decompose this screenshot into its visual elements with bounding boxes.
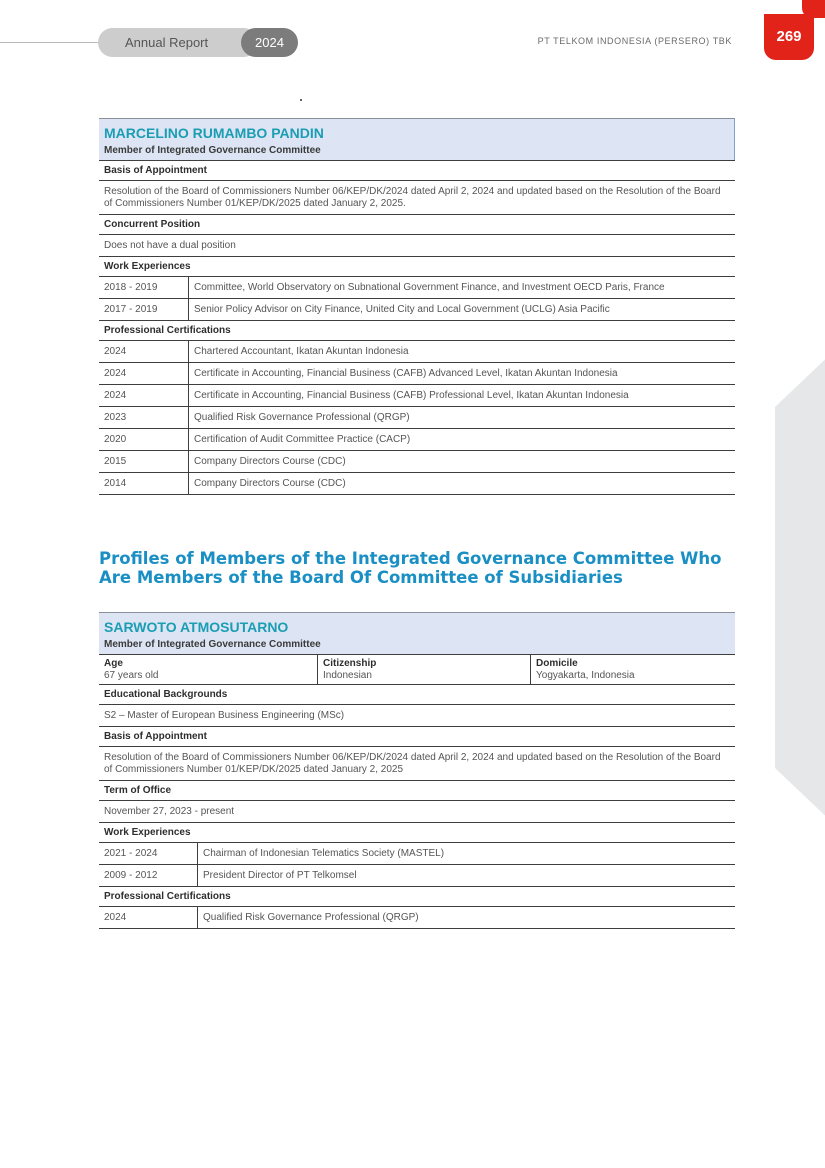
work-desc: Committee, World Observatory on Subnational Government Finance, and Investment OECD Paris, France <box>194 282 665 293</box>
header-rule <box>0 42 110 43</box>
citizenship-value: Indonesian <box>323 670 372 681</box>
company-name: PT TELKOM INDONESIA (PERSERO) TBK <box>537 36 732 46</box>
basis-text: Resolution of the Board of Commissioners Number 06/KEP/DK/2024 dated April 2, 2024 and updated based on the Resolution of the Board of Commissioners Number 01/KEP/DK/2025 dated January 2, 2025. <box>99 181 735 215</box>
education-text: S2 – Master of European Business Engineering (MSc) <box>99 705 735 727</box>
cert-desc: Certification of Audit Committee Practice (CACP) <box>194 434 411 445</box>
cert-desc: Company Directors Course (CDC) <box>194 456 346 467</box>
page-number: 269 <box>764 14 814 60</box>
citizenship-label: Citizenship <box>323 658 377 669</box>
cert-desc: Certificate in Accounting, Financial Business (CAFB) Professional Level, Ikatan Akuntan Indonesia <box>194 390 629 401</box>
work-desc: President Director of PT Telkomsel <box>203 870 357 881</box>
cert-label: Professional Certifications <box>99 887 735 907</box>
personal-info-row <box>99 654 735 685</box>
basis-label: Basis of Appointment <box>99 160 735 181</box>
table-row <box>99 843 735 865</box>
work-period: 2017 - 2019 <box>99 299 189 320</box>
profile-role: Member of Integrated Governance Committee <box>104 639 321 650</box>
table-row <box>99 865 735 887</box>
cert-label: Professional Certifications <box>99 321 735 341</box>
cert-year: 2024 <box>99 363 189 384</box>
education-label: Educational Backgrounds <box>99 685 735 705</box>
cert-year: 2024 <box>99 385 189 406</box>
work-period: 2021 - 2024 <box>99 843 198 864</box>
term-label: Term of Office <box>99 781 735 801</box>
age-cell <box>99 655 318 684</box>
profile-name: MARCELINO RUMAMBO PANDIN <box>104 125 324 141</box>
domicile-label: Domicile <box>536 658 578 669</box>
profile-card-marcelino <box>99 118 735 495</box>
work-desc: Senior Policy Advisor on City Finance, United City and Local Government (UCLG) Asia Pacific <box>194 304 610 315</box>
report-year-badge: 2024 <box>241 28 298 57</box>
table-row <box>99 385 735 407</box>
cert-desc: Qualified Risk Governance Professional (QRGP) <box>194 412 410 423</box>
cert-desc: Qualified Risk Governance Professional (QRGP) <box>203 912 419 923</box>
cert-year: 2024 <box>99 907 198 928</box>
work-period: 2018 - 2019 <box>99 277 189 298</box>
work-desc: Chairman of Indonesian Telematics Society (MASTEL) <box>203 848 445 859</box>
profile-header <box>99 612 735 654</box>
concurrent-text: Does not have a dual position <box>99 235 735 257</box>
basis-text: Resolution of the Board of Commissioners Number 06/KEP/DK/2024 dated April 2, 2024 and updated based on the Resolution of the Board of Commissioners Number 01/KEP/DK/2025 dated January 2, 2025 <box>99 747 735 781</box>
citizenship-cell <box>318 655 531 684</box>
table-row <box>99 277 735 299</box>
cert-desc: Chartered Accountant, Ikatan Akuntan Indonesia <box>194 346 409 357</box>
basis-label: Basis of Appointment <box>99 727 735 747</box>
table-row <box>99 907 735 929</box>
concurrent-label: Concurrent Position <box>99 215 735 235</box>
cert-desc: Certificate in Accounting, Financial Business (CAFB) Advanced Level, Ikatan Akuntan Indonesia <box>194 368 618 379</box>
cert-year: 2014 <box>99 473 189 494</box>
profile-role: Member of Integrated Governance Committee <box>104 145 321 156</box>
stray-dot <box>300 99 302 101</box>
work-label: Work Experiences <box>99 257 735 277</box>
profile-name: SARWOTO ATMOSUTARNO <box>104 619 289 635</box>
profile-card-sarwoto <box>99 612 735 929</box>
table-row <box>99 407 735 429</box>
table-row <box>99 473 735 495</box>
age-label: Age <box>104 658 123 669</box>
work-label: Work Experiences <box>99 823 735 843</box>
table-row <box>99 451 735 473</box>
cert-desc: Company Directors Course (CDC) <box>194 478 346 489</box>
domicile-value: Yogyakarta, Indonesia <box>536 670 635 681</box>
domicile-cell <box>531 655 735 684</box>
table-row <box>99 299 735 321</box>
cert-year: 2015 <box>99 451 189 472</box>
table-row <box>99 429 735 451</box>
profile-header <box>99 118 735 160</box>
table-row <box>99 341 735 363</box>
age-value: 67 years old <box>104 670 159 681</box>
annual-report-label: Annual Report <box>98 28 258 57</box>
term-text: November 27, 2023 - present <box>99 801 735 823</box>
cert-year: 2020 <box>99 429 189 450</box>
side-decoration-shape <box>775 350 825 825</box>
cert-year: 2023 <box>99 407 189 428</box>
section-heading: Profiles of Members of the Integrated Governance Committee Who Are Members of the Board Of Committee of Subsidiaries <box>99 549 722 587</box>
cert-year: 2024 <box>99 341 189 362</box>
work-period: 2009 - 2012 <box>99 865 198 886</box>
table-row <box>99 363 735 385</box>
